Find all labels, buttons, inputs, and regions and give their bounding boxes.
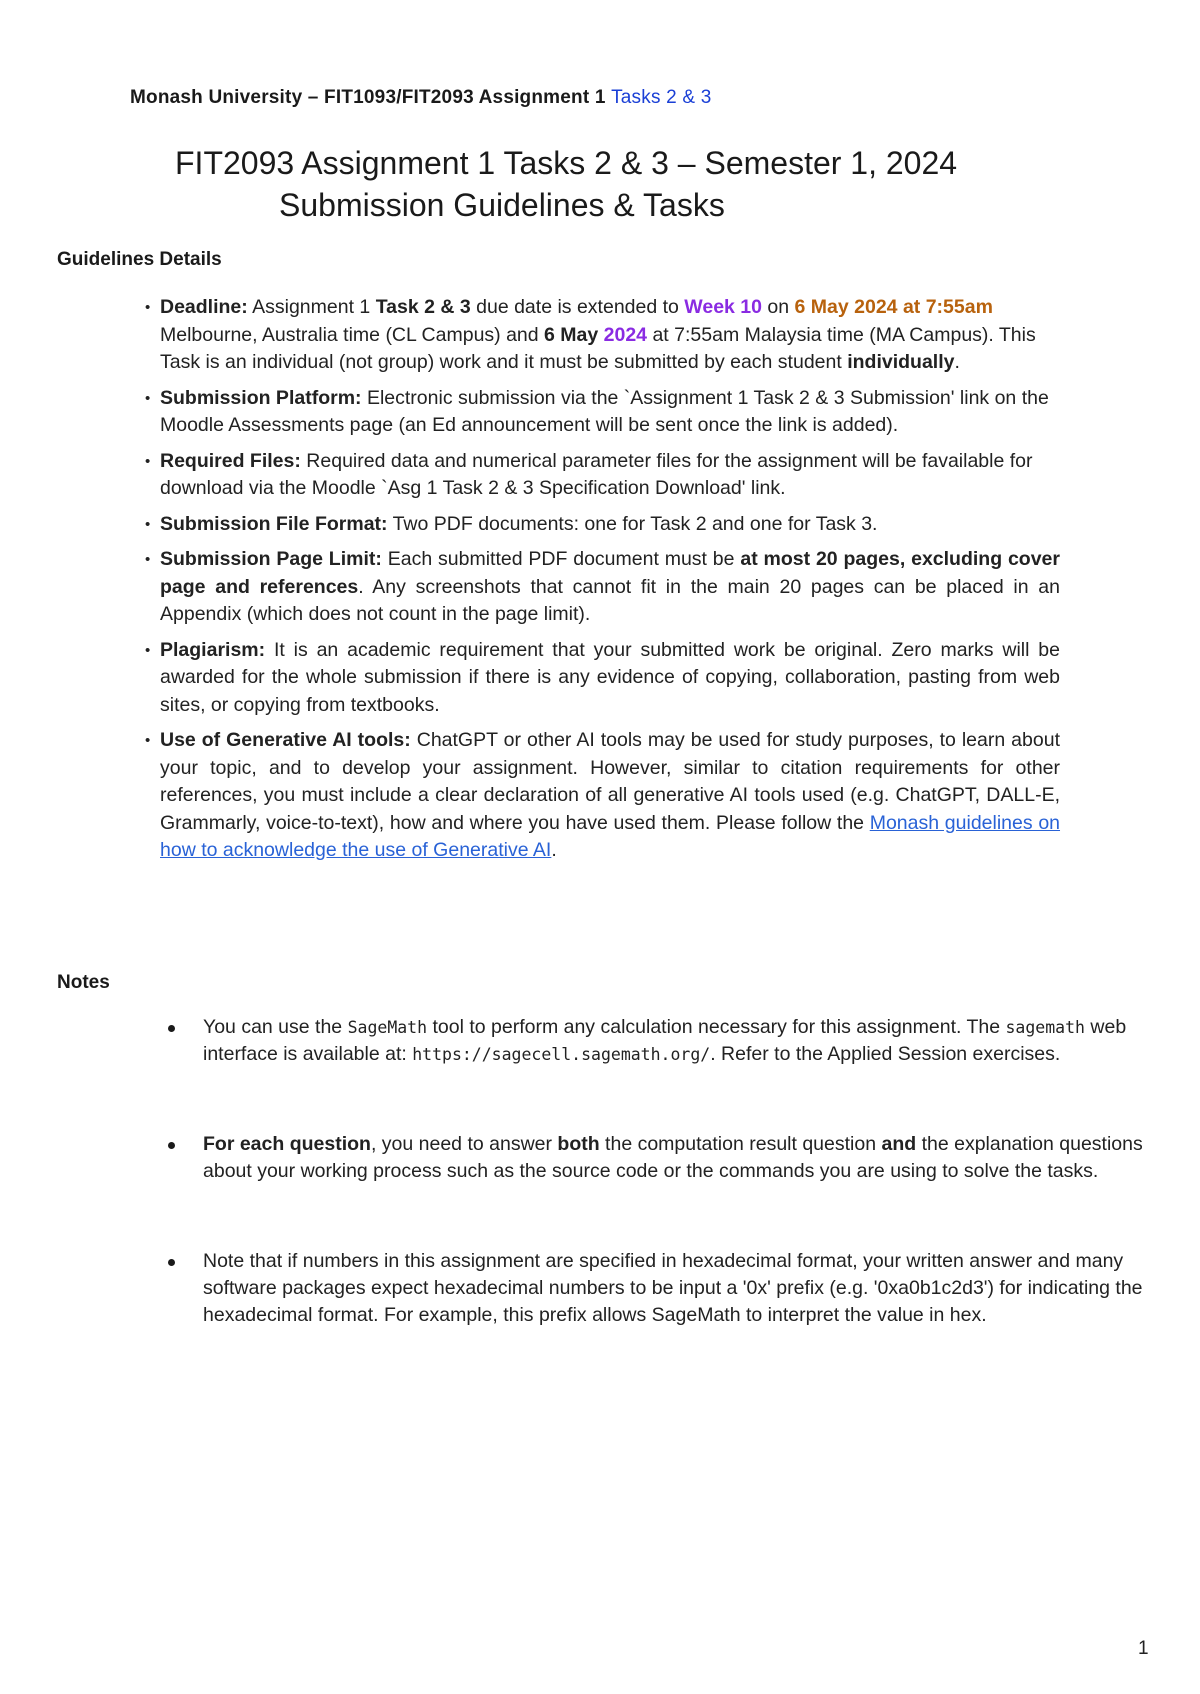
note-text: You can use the [203, 1016, 348, 1038]
guidelines-heading: Guidelines Details [57, 249, 222, 270]
deadline-text: on [762, 296, 795, 318]
title-line-1: FIT2093 Assignment 1 Tasks 2 & 3 – Semester 1, 2024 [175, 145, 958, 181]
running-header [130, 87, 712, 109]
bullet-icon: • [145, 452, 151, 470]
bullet-dot-icon [168, 1025, 175, 1032]
deadline-date-melbourne: 6 May 2024 at 7:55am [794, 296, 993, 318]
note-text: Note that if numbers in this assignment are specified in hexadecimal format, your written answer and many software packages expect hexadecimal numbers to be input a '0x' prefix (e.g. '0xa0b1c2d3') for indicating the hexadecimal format. For example, this prefix allows SageMath to interpret the value in hex. [203, 1250, 1143, 1326]
note-text: the computation result question [599, 1133, 882, 1155]
notes-heading: Notes [57, 972, 110, 993]
ai-tools-item [145, 727, 1060, 865]
notes-list [168, 1014, 1143, 1329]
plagiarism-item [145, 637, 1060, 720]
bullet-icon: • [145, 515, 151, 533]
format-label: Submission File Format: [160, 512, 388, 535]
limit-bold: at most 20 pages, excluding cover page and references [160, 548, 1060, 598]
limit-text: . Any screenshots that cannot fit in the main 20 pages can be placed in an Appendix (which does not count in the page limit). [160, 575, 1060, 625]
format-item [145, 511, 1060, 539]
deadline-text: . [954, 351, 960, 373]
note-bold: For each question [203, 1133, 371, 1155]
sagecell-url: https://sagecell.sagemath.org/ [412, 1045, 711, 1064]
platform-label: Submission Platform: [160, 386, 362, 409]
note-bold: both [557, 1133, 600, 1155]
note-text: web interface is available at: [203, 1016, 1127, 1065]
deadline-year-malaysia: 2024 [598, 323, 648, 346]
plagiarism-label: Plagiarism: [160, 638, 266, 661]
deadline-text: due date is extended to [470, 296, 685, 318]
monash-ai-guidelines-link[interactable]: Monash guidelines on how to acknowledge the use of Generative AI [160, 811, 1061, 861]
deadline-item [145, 294, 1060, 377]
platform-text: Electronic submission via the `Assignment 1 Task 2 & 3 Submission' link on the Moodle Assessments page (an Ed announcement will be sent once the link is added). [160, 386, 1049, 436]
bullet-icon: • [145, 299, 151, 316]
bullet-icon: • [145, 551, 151, 568]
note-each-question [168, 1131, 1143, 1185]
deadline-text: Assignment 1 [247, 296, 376, 318]
guidelines-list [145, 294, 1060, 873]
ai-label: Use of Generative AI tools: [160, 729, 411, 751]
format-text: Two PDF documents: one for Task 2 and one for Task 3. [387, 512, 878, 535]
note-text: the explanation questions about your working process such as the source code or the commands you are using to solve the tasks. [203, 1133, 1143, 1182]
platform-item [145, 385, 1060, 440]
title-line-2: Submission Guidelines & Tasks [279, 187, 725, 223]
deadline-task: Task 2 & 3 [375, 296, 471, 318]
deadline-text: at 7:55am Malaysia time (MA Campus). This Task is an individual (not group) work and it must be submitted by each student [160, 323, 1036, 373]
deadline-label: Deadline: [160, 296, 248, 318]
header-tasks: Tasks 2 & 3 [611, 87, 712, 108]
deadline-date-malaysia: 6 May [544, 323, 599, 346]
files-text: Required data and numerical parameter files for the assignment will be favailable for download via the Moodle `Asg 1 Task 2 & 3 Specification Download' link. [160, 449, 1033, 499]
ai-end: . [551, 839, 557, 861]
page-limit-item [145, 546, 1060, 629]
bullet-icon: • [145, 389, 151, 407]
note-code: SageMath [347, 1018, 428, 1037]
plagiarism-text: It is an academic requirement that your submitted work be original. Zero marks will be awarded for the whole submission if there is any evidence of copying, collaboration, pasting from web sites, or copying from textbooks. [160, 638, 1060, 716]
deadline-text: Melbourne, Australia time (CL Campus) and [160, 323, 545, 346]
bullet-icon: • [145, 641, 151, 659]
header-course: Monash University – FIT1093/FIT2093 Assignment 1 [130, 87, 612, 108]
note-text: , you need to answer [370, 1133, 558, 1155]
deadline-week: Week 10 [684, 296, 762, 318]
files-item [145, 448, 1060, 503]
note-text: tool to perform any calculation necessary for this assignment. The [427, 1016, 1006, 1038]
bullet-dot-icon [168, 1142, 175, 1149]
limit-label: Submission Page Limit: [160, 548, 382, 570]
page-number: 1 [1138, 1638, 1149, 1659]
files-label: Required Files: [160, 449, 301, 472]
note-sagemath [168, 1014, 1143, 1068]
note-bold: and [881, 1133, 917, 1155]
deadline-individually: individually [847, 351, 955, 373]
note-hexadecimal [168, 1248, 1143, 1329]
ai-text: ChatGPT or other AI tools may be used for study purposes, to learn about your topic, and to develop your assignment. However, similar to citation requirements for other references, you must include a clear declaration of all generative AI tools used (e.g. ChatGPT, DALL-E, Grammarly, voice-to-text), how and where you have used them. Please follow the [160, 729, 1060, 834]
limit-text: Each submitted PDF document must be [381, 548, 741, 570]
note-code: sagemath [1005, 1018, 1085, 1037]
bullet-dot-icon [168, 1259, 175, 1266]
note-text: . Refer to the Applied Session exercises. [710, 1043, 1061, 1065]
bullet-icon: • [145, 732, 151, 749]
